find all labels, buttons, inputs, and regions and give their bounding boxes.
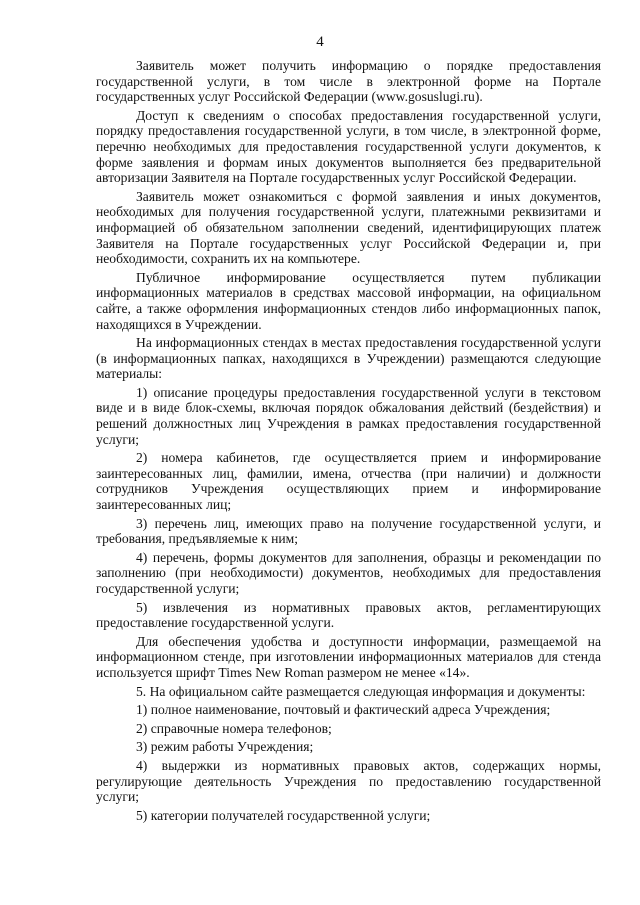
- list-item-stand-2: 2) номера кабинетов, где осуществляется прием и информирование заинтересованных лиц, фамилии, имена, отчества (при наличии) и должности сотрудников Учреждения осуществляющих прием и информирование заинтересованных лиц;: [96, 450, 601, 513]
- paragraph-public-informing: Публичное информирование осуществляется путем публикации информационных материалов в средствах массовой информации, на официальном сайте, а также оформления информационных стендов либо информационных папок, находящихся в Учреждении.: [96, 269, 601, 332]
- paragraph-font-requirement: Для обеспечения удобства и доступности информации, размещаемой на информационном стенде, при изготовлении информационных материалов для стенда используется шрифт Times New Roman размером не менее «14».: [96, 633, 601, 680]
- page-number: 4: [316, 34, 324, 50]
- paragraph-portal-info: Заявитель может получить информацию о порядке предоставления государственной услуги, в том числе в электронной форме на Портале государственных услуг Российской Федерации (www.gosuslugi.ru).: [96, 58, 601, 105]
- list-item-stand-4: 4) перечень, формы документов для заполнения, образцы и рекомендации по заполнению (при необходимости) документов, необходимых для предоставления государственной услуги;: [96, 549, 601, 596]
- paragraph-website-intro: 5. На официальном сайте размещается следующая информация и документы:: [136, 683, 586, 699]
- paragraph-stands-intro: На информационных стендах в местах предоставления государственной услуги (в информационных папках, находящихся в Учреждении) размещаются следующие материалы:: [96, 335, 601, 382]
- list-item-stand-1: 1) описание процедуры предоставления государственной услуги в текстовом виде и в виде блок-схемы, включая порядок обжалования действий (бездействия) и решений должностных лиц Учреждения в рамках предоставления государственной услуги;: [96, 384, 601, 447]
- list-item-website-5: 5) категории получателей государственной услуги;: [136, 807, 431, 823]
- list-item-stand-5: 5) извлечения из нормативных правовых актов, регламентирующих предоставление государственной услуги.: [96, 599, 601, 631]
- paragraph-form-info: Заявитель может ознакомиться с формой заявления и иных документов, необходимых для получения государственной услуги, платежными реквизитами и информацией об обязательном заполнении сведений, идентифицирующих платеж Заявителя на Портале государственных услуг Российской Федерации и, при необходимости, сохранить их на компьютере.: [96, 188, 601, 267]
- list-item-website-2: 2) справочные номера телефонов;: [136, 720, 332, 736]
- list-item-website-1: 1) полное наименование, почтовый и фактический адреса Учреждения;: [136, 702, 551, 718]
- list-item-stand-3: 3) перечень лиц, имеющих право на получение государственной услуги, и требования, предъявляемые к ним;: [96, 515, 601, 547]
- list-item-website-3: 3) режим работы Учреждения;: [136, 739, 314, 755]
- paragraph-access-info: Доступ к сведениям о способах предоставления государственной услуги, порядку предоставления государственной услуги, в том числе, в электронной форме, перечню необходимых для предоставления государственной услуги документов, к форме заявления и формам иных документов выполняется без предварительной авторизации Заявителя на Портале государственных услуг Российской Федерации.: [96, 107, 601, 186]
- list-item-website-4: 4) выдержки из нормативных правовых актов, содержащих нормы, регулирующие деятельность Учреждения по предоставлению государственной услуги;: [96, 757, 601, 805]
- document-body: [96, 58, 601, 826]
